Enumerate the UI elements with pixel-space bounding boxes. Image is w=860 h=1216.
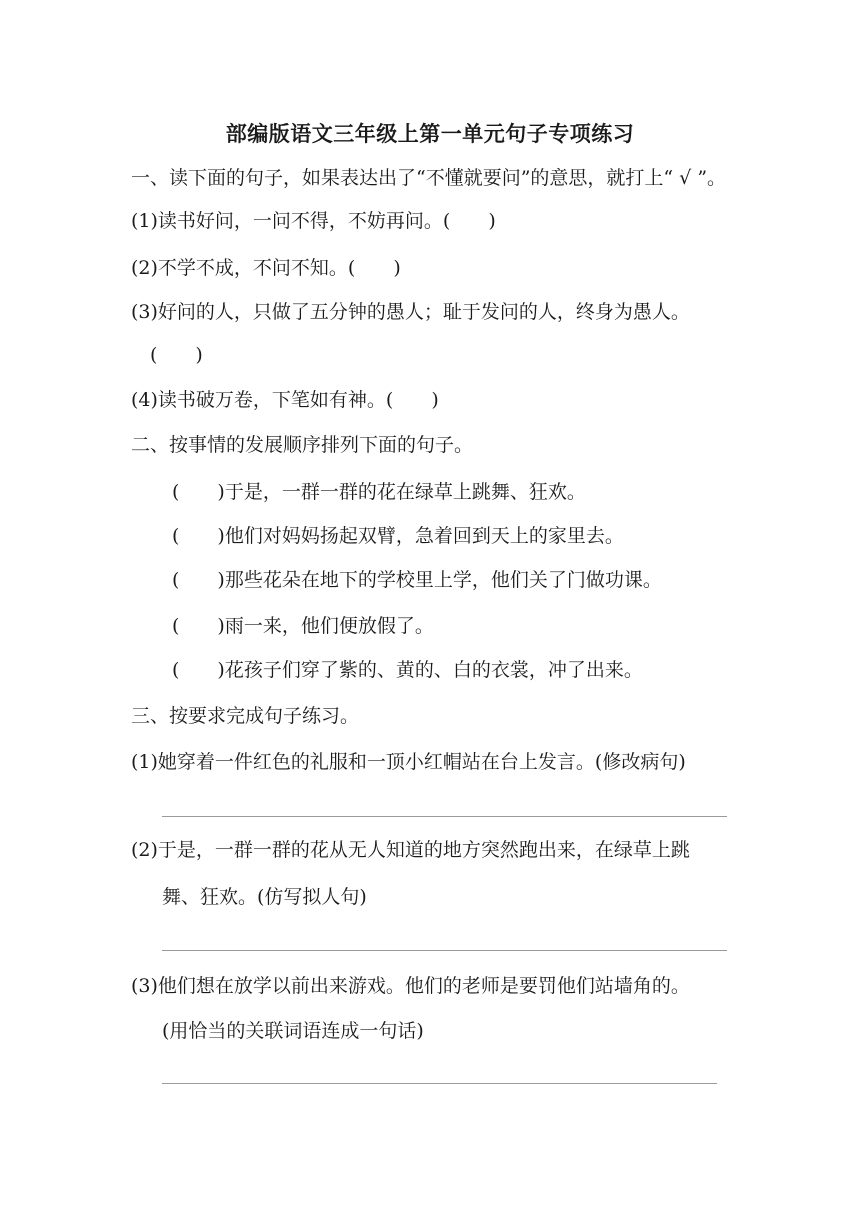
- section2-item-3: ( )那些花朵在地下的学校里上学，他们关了门做功课。: [172, 569, 662, 591]
- section1-item-1: (1)读书好问，一问不得，不妨再问。( ): [131, 210, 496, 232]
- section3-heading: 三、按要求完成句子练习。: [131, 705, 360, 727]
- section1-item-2: (2)不学不成，不问不知。( ): [131, 257, 401, 279]
- section3-question-3-line1: (3)他们想在放学以前出来游戏。他们的老师是要罚他们站墙角的。: [131, 975, 690, 997]
- answer-line-1[interactable]: [162, 816, 727, 817]
- section3-question-3-line2: (用恰当的关联词语连成一句话): [162, 1020, 424, 1042]
- section2-heading: 二、按事情的发展顺序排列下面的句子。: [131, 434, 474, 456]
- section3-question-2-line2: 舞、狂欢。(仿写拟人句): [162, 886, 367, 908]
- section1-heading: 一、读下面的句子，如果表达出了“不懂就要问”的意思，就打上“ √ ”。: [131, 167, 727, 189]
- section1-item-4: (4)读书破万卷，下笔如有神。( ): [131, 389, 439, 411]
- answer-line-3[interactable]: [162, 1083, 717, 1084]
- section2-item-5: ( )花孩子们穿了紫的、黄的、白的衣裳，冲了出来。: [172, 659, 643, 681]
- answer-line-2[interactable]: [162, 950, 727, 951]
- section3-question-2-line1: (2)于是，一群一群的花从无人知道的地方突然跑出来，在绿草上跳: [131, 839, 690, 861]
- section2-item-1: ( )于是，一群一群的花在绿草上跳舞、狂欢。: [172, 481, 586, 503]
- section3-question-1: (1)她穿着一件红色的礼服和一顶小红帽站在台上发言。(修改病句): [131, 751, 686, 773]
- page-title: 部编版语文三年级上第一单元句子专项练习: [225, 122, 635, 146]
- section2-item-2: ( )他们对妈妈扬起双臂，急着回到天上的家里去。: [172, 525, 624, 547]
- section1-item-3: (3)好问的人，只做了五分钟的愚人；耻于发问的人，终身为愚人。: [131, 301, 690, 323]
- section1-item-3-blank: ( ): [150, 344, 203, 366]
- section2-item-4: ( )雨一来，他们便放假了。: [172, 615, 434, 637]
